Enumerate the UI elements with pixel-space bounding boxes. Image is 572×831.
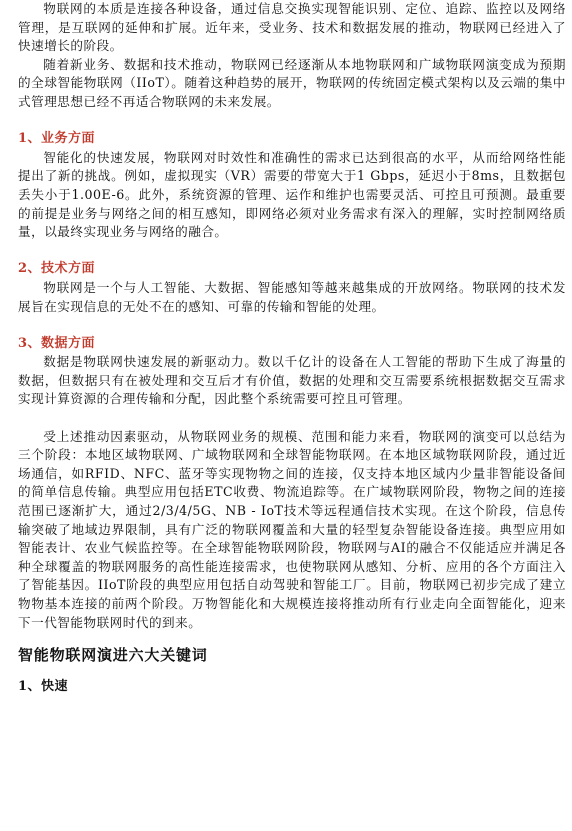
intro-paragraph-2: 随着新业务、数据和技术推动，物联网已经逐渐从本地物联网和广域物联网演变成为预期的全球智能物联网（IIoT）。随着这种趋势的展开，物联网的传统固定模式架构以及云端的集中式管理思想已经不再适合物联网的未来发展。	[18, 56, 566, 109]
section-title: 智能物联网演进六大关键词	[18, 646, 208, 665]
business-paragraph: 智能化的快速发展，物联网对时效性和准确性的需求已达到很高的水平，从而给网络性能提出了新的挑战。例如，虚拟现实（VR）需要的带宽大于1 Gbps，延迟小于8ms，且数据包丢失小于1.00E-6。此外，系统资源的管理、运作和维护也需要灵活、可控且可预测。最重要的前提是业务与网络之间的相互感知，即网络必须对业务需求有深入的理解，实时控制网络质量，以最终实现业务与网络的融合。	[18, 149, 566, 240]
evolution-paragraph: 受上述推动因素驱动，从物联网业务的规模、范围和能力来看，物联网的演变可以总结为三个阶段：本地区域物联网、广域物联网和全球智能物联网。在本地区域物联网阶段，通过近场通信，如RFID、NFC、蓝牙等实现物物之间的连接，仅支持本地区域内少量非智能设备间的简单信息传输。典型应用包括ETC收费、物流追踪等。在广域物联网阶段，物物之间的连接范围已逐渐扩大，通过2/3/4/5G、NB - IoT技术等远程通信技术实现。在这个阶段，信息传输突破了地域边界限制，具有广泛的物联网覆盖和大量的轻型复杂智能设备连接。典型应用如智能表计、农业气候监控等。在全球智能物联网阶段，物联网与AI的融合不仅能适应并满足各种全球覆盖的物联网服务的高性能连接需求，也使物联网从感知、分析、应用的各个方面注入了智能基因。IIoT阶段的典型应用包括自动驾驶和智能工厂。目前，物联网已初步完成了建立物物基本连接的前两个阶段。万物智能化和大规模连接将推动所有行业走向全面智能化，迎来下一代智能物联网时代的到来。	[18, 428, 566, 630]
data-paragraph: 数据是物联网快速发展的新驱动力。数以千亿计的设备在人工智能的帮助下生成了海量的数据，但数据只有在被处理和交互后才有价值，数据的处理和交互需要系统根据数据交互需求实现计算资源的合理传输和分配，因此整个系统需要可控且可管理。	[18, 354, 566, 407]
heading-technology: 2、技术方面	[18, 261, 96, 277]
heading-business: 1、业务方面	[18, 131, 96, 147]
keyword-heading-1: 1、快速	[18, 679, 69, 695]
heading-data: 3、数据方面	[18, 335, 96, 351]
technology-paragraph: 物联网是一个与人工智能、大数据、智能感知等越来越集成的开放网络。物联网的技术发展旨在实现信息的无处不在的感知、可靠的传输和智能的处理。	[18, 279, 566, 314]
document-page	[18, 0, 566, 697]
intro-paragraph-1: 物联网的本质是连接各种设备，通过信息交换实现智能识别、定位、追踪、监控以及网络管理，是互联网的延伸和扩展。近年来，受业务、技术和数据发展的推动，物联网已经进入了快速增长的阶段。	[18, 1, 566, 54]
